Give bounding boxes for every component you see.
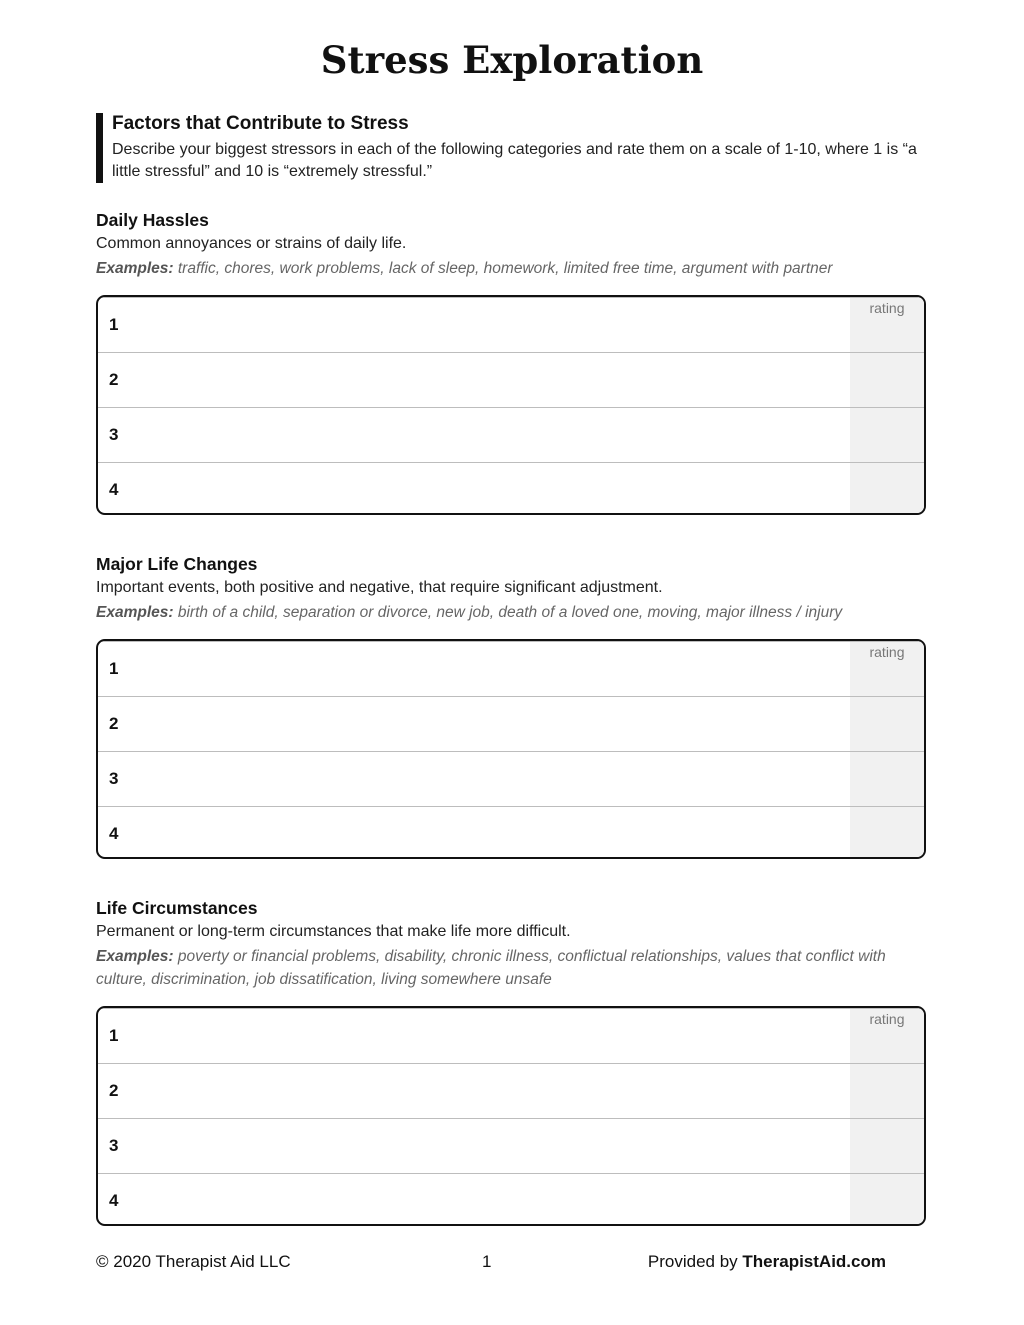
page-title: Stress Exploration (320, 38, 704, 82)
intro-heading: Factors that Contribute to Stress (112, 113, 409, 134)
brand-link[interactable]: TherapistAid.com (742, 1252, 886, 1271)
row-number: 1 (109, 1026, 119, 1045)
stressor-entry-field[interactable] (98, 642, 850, 696)
section-description: Common annoyances or strains of daily life. (96, 235, 407, 252)
row-number: 3 (109, 425, 119, 444)
section-description: Important events, both positive and negative, that require significant adjustment. (96, 579, 663, 596)
section-heading: Life Circumstances (96, 898, 258, 918)
section-heading: Daily Hassles (96, 210, 209, 230)
stressor-entry-field[interactable] (98, 353, 850, 407)
stressor-entry-field[interactable] (98, 408, 850, 462)
table-row (98, 297, 924, 352)
section-examples: Examples: traffic, chores, work problems, lack of sleep, homework, limited free time, argument with partner (96, 260, 833, 277)
stressor-entry-field[interactable] (98, 807, 850, 859)
stressor-entry-field[interactable] (98, 463, 850, 515)
stressor-entry-field[interactable] (98, 752, 850, 806)
intro-text: Describe your biggest stressors in each of the following categories and rate them on a scale of 1-10, where 1 is “a little stressful” and 10 is “extremely stressful.” (112, 141, 917, 180)
section-examples: Examples: birth of a child, separation or divorce, new job, death of a loved one, moving, major illness / injury (96, 604, 843, 621)
stressor-table-daily-hassles (96, 295, 926, 515)
stressor-entry-field[interactable] (98, 697, 850, 751)
section-daily-hassles (96, 209, 926, 280)
row-number: 2 (109, 1081, 119, 1100)
row-number: 2 (109, 370, 119, 389)
stressor-entry-field[interactable] (98, 298, 850, 352)
rating-label: rating (869, 1011, 905, 1027)
intro-block (96, 113, 932, 183)
provided-by: Provided by TherapistAid.com (647, 1252, 886, 1271)
table-row (98, 462, 924, 515)
rating-label: rating (869, 300, 905, 316)
stressor-table-life-circumstances (96, 1006, 926, 1226)
row-number: 1 (109, 659, 119, 678)
stressor-entry-field[interactable] (98, 1174, 850, 1226)
row-number: 4 (109, 1191, 119, 1210)
stressor-table-major-life-changes (96, 639, 926, 859)
row-number: 2 (109, 714, 119, 733)
table-row (98, 1173, 924, 1226)
copyright-text: © 2020 Therapist Aid LLC (96, 1252, 291, 1271)
stressor-entry-field[interactable] (98, 1009, 850, 1063)
stressor-entry-field[interactable] (98, 1119, 850, 1173)
table-row (98, 751, 924, 806)
stressor-entry-field[interactable] (98, 1064, 850, 1118)
section-heading: Major Life Changes (96, 554, 258, 574)
page-number: 1 (482, 1252, 492, 1271)
table-row (98, 641, 924, 696)
table-row (98, 1008, 924, 1063)
row-number: 1 (109, 315, 119, 334)
table-row (98, 1118, 924, 1173)
table-row (98, 352, 924, 407)
table-row (98, 407, 924, 462)
section-major-life-changes (96, 553, 926, 624)
section-examples: Examples: poverty or financial problems, disability, chronic illness, conflictual relationships, values that conflict with culture, discrimination, job dissatification, living somewhere unsafe (96, 948, 886, 988)
table-row (98, 696, 924, 751)
row-number: 3 (109, 769, 119, 788)
rating-label: rating (869, 644, 905, 660)
table-row (98, 806, 924, 859)
table-row (98, 1063, 924, 1118)
row-number: 3 (109, 1136, 119, 1155)
section-life-circumstances (96, 897, 926, 991)
row-number: 4 (109, 824, 119, 843)
row-number: 4 (109, 480, 119, 499)
section-description: Permanent or long-term circumstances that make life more difficult. (96, 923, 571, 940)
